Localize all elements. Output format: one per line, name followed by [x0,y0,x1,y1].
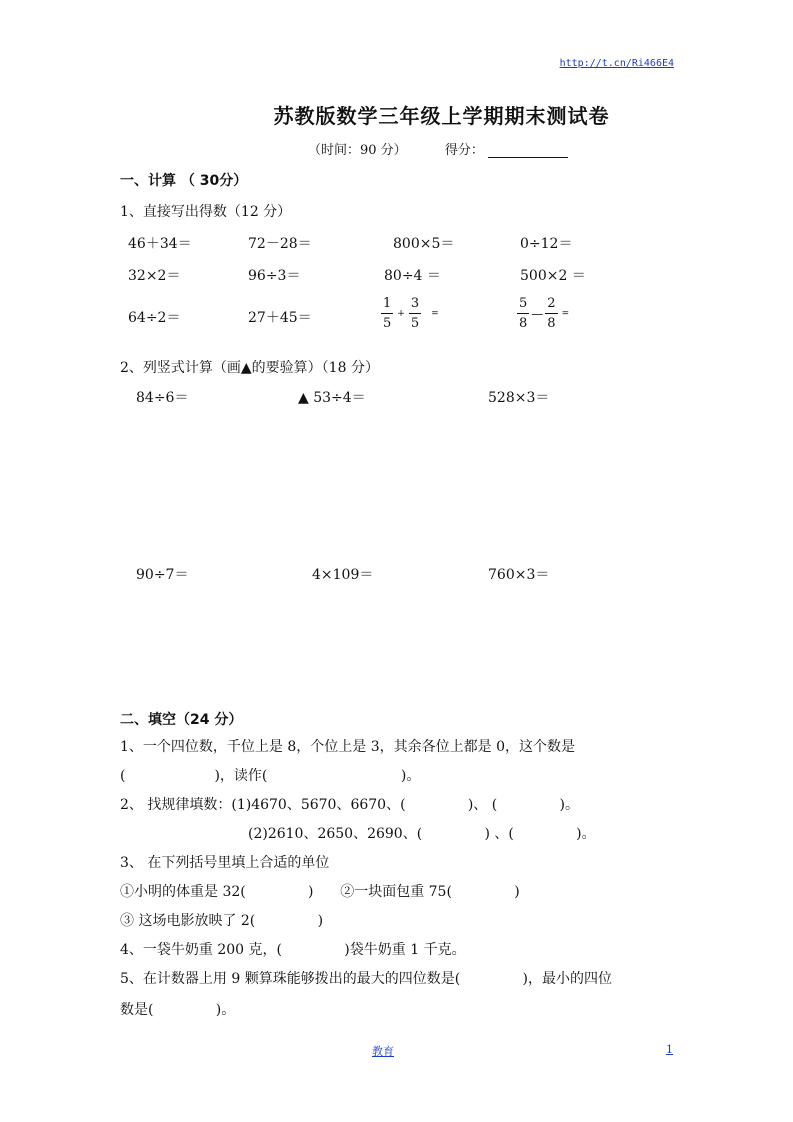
q1-heading: 1、直接写出得数（12 分） [120,204,292,220]
vertical-calc-item: 528×3＝ [488,390,550,406]
fill-line: ③ 这场电影放映了 2( ) [120,913,324,929]
calc-item: 72－28＝ [248,236,312,252]
denominator: 5 [410,316,420,331]
exam-meta [308,139,568,158]
fraction-expression-a [381,296,439,331]
vertical-calc-item: 4×109＝ [312,567,374,583]
score-blank[interactable] [488,143,568,158]
header-link[interactable]: http://t.cn/Ri466E4 [559,58,674,69]
fill-line: 1、一个四位数，千位上是 8，个位上是 3，其余各位上都是 0，这个数是 [120,739,575,755]
calc-item: 46＋34＝ [128,236,192,252]
vertical-calc-item: 90÷7＝ [136,567,189,583]
numerator: 1 [381,296,393,314]
q2-heading: 2、列竖式计算（画▲的要验算）（18 分） [120,360,379,376]
fill-line: ( )，读作( )。 [120,768,421,784]
denominator: 8 [547,316,556,331]
fill-line: ①小明的体重是 32( ) ②一块面包重 75( ) [120,884,520,900]
page-title [0,100,793,129]
denominator: 8 [519,316,528,331]
numerator: 2 [545,296,557,314]
fraction [381,296,393,331]
section1-heading: 一、计算 （ 30分） [120,173,248,189]
fill-line: (2)2610、2650、2690、( ) 、( )。 [248,826,596,842]
footer-link[interactable]: 教育 [372,1045,394,1058]
fill-line: 2、 找规律填数：(1)4670、5670、6670、( )、 ( )。 [120,797,579,813]
calc-item: 64÷2＝ [128,310,181,326]
operator: — [531,306,544,321]
fill-line: 5、在计数器上用 9 颗算珠能够拨出的最大的四位数是( )，最小的四位 [120,971,612,987]
calc-item: 32×2＝ [128,268,181,284]
calc-item: 27＋45＝ [248,310,312,326]
fill-line: 3、 在下列括号里填上合适的单位 [120,855,330,871]
calc-item: 500×2 ＝ [520,268,586,284]
fraction [409,296,421,331]
page-number: 1 [666,1043,673,1056]
calc-item: 96÷3＝ [248,268,301,284]
denominator: 5 [383,316,392,331]
calc-item: 80÷4 ＝ [384,268,441,284]
vertical-calc-item: 84÷6＝ [136,390,189,406]
fraction [545,296,557,331]
vertical-calc-item: ▲ 53÷4＝ [298,390,366,406]
equals: = [431,308,439,319]
title-text: 苏教版数学三年级上学期期末测试卷 [273,104,610,128]
vertical-calc-item: 760×3＝ [488,567,550,583]
fraction-expression-b [517,296,569,331]
section2-heading: 二、填空（24 分） [120,712,243,728]
fraction [517,296,529,331]
calc-item: 800×5＝ [393,236,455,252]
equals: = [561,308,570,319]
calc-item: 0÷12＝ [520,236,573,252]
fill-line: 4、一袋牛奶重 200 克，( )袋牛奶重 1 千克。 [120,942,466,958]
time-label: （时间：90 分） [308,143,407,158]
score-label: 得分： [444,143,484,158]
fill-line: 数是( )。 [120,1002,236,1018]
numerator: 5 [517,296,529,314]
operator: + [397,308,405,319]
numerator: 3 [409,296,421,314]
